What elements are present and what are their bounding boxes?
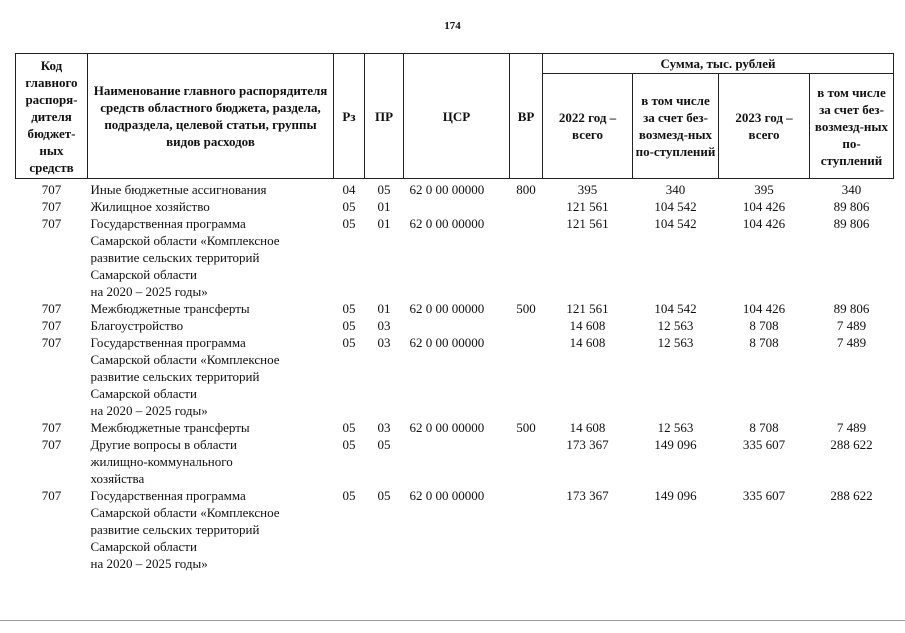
col-header-2022-total: 2022 год – всего [543,74,633,179]
cell-2023-total: 8 708 [749,420,779,435]
table-row [16,436,894,487]
cell-2023-gratuitous: 288 622 [830,488,873,503]
cell-code: 707 [41,420,62,435]
cell-code: 707 [41,182,62,197]
cell-2023-total: 335 607 [742,488,786,503]
col-header-pr: ПР [365,54,404,179]
cell-pr: 05 [377,437,391,452]
cell-vr [510,436,543,487]
table-row [16,198,894,215]
cell-2022-gratuitous: 12 563 [657,335,694,350]
cell-2022-gratuitous: 340 [665,182,686,197]
cell-2023-total: 104 426 [742,216,786,231]
cell-vr: 500 [516,301,536,316]
cell-csr [404,436,510,487]
col-header-csr: ЦСР [404,54,510,179]
cell-vr: 500 [516,420,536,435]
cell-2023-gratuitous: 89 806 [833,199,870,214]
cell-2022-total: 121 561 [566,199,609,214]
cell-2023-total: 8 708 [749,318,779,333]
cell-rz: 05 [342,488,356,503]
col-header-2023-total: 2023 год – всего [719,74,810,179]
cell-csr: 62 0 00 00000 [409,488,485,503]
page-bottom-rule [0,620,905,621]
cell-name: Благоустройство [90,318,184,333]
cell-2022-total: 121 561 [566,301,609,316]
cell-pr: 01 [377,199,391,214]
cell-name: Межбюджетные трансферты [90,420,250,435]
cell-2023-gratuitous: 340 [841,182,862,197]
cell-2022-gratuitous: 104 542 [654,216,697,231]
cell-rz: 05 [342,301,356,316]
cell-name: Другие вопросы в области жилищно-коммунального хозяйства [90,437,237,486]
table-row [16,179,894,199]
cell-code: 707 [41,335,62,350]
cell-code: 707 [41,301,62,316]
cell-2023-gratuitous: 89 806 [833,216,870,231]
col-header-vr: ВР [510,54,543,179]
cell-vr [510,317,543,334]
cell-pr: 03 [377,318,391,333]
cell-pr: 03 [377,335,391,350]
cell-csr [404,198,510,215]
col-header-code: Код главного распоря-дителя бюджет-ных средств [16,54,88,179]
cell-2022-gratuitous: 104 542 [654,301,697,316]
cell-code: 707 [41,216,62,231]
table-row [16,215,894,300]
cell-csr: 62 0 00 00000 [409,335,485,350]
col-header-2022-gratuitous: в том числе за счет без-возмезд-ных по-ступлений [633,74,719,179]
cell-vr: 800 [516,182,536,197]
cell-pr: 03 [377,420,391,435]
cell-vr [510,198,543,215]
cell-2023-gratuitous: 7 489 [836,318,867,333]
cell-csr: 62 0 00 00000 [409,216,485,231]
cell-csr: 62 0 00 00000 [409,182,485,197]
cell-2023-total: 104 426 [742,301,786,316]
page-number: 174 [444,20,461,32]
col-header-2023-gratuitous: в том числе за счет без-возмезд-ных по-ступлений [810,74,894,179]
table-row [16,334,894,419]
cell-2022-total: 14 608 [569,318,606,333]
cell-2022-total: 14 608 [569,335,606,350]
cell-code: 707 [41,437,62,452]
cell-csr: 62 0 00 00000 [409,301,485,316]
cell-2022-gratuitous: 104 542 [654,199,697,214]
table-row [16,300,894,317]
table-row [16,487,894,572]
cell-rz: 04 [342,182,356,197]
cell-name: Государственная программа Самарской области «Комплексное развитие сельских территорий Самарской области на 2020 – 2025 годы» [90,488,280,571]
cell-2022-total: 173 367 [566,437,609,452]
cell-name: Государственная программа Самарской области «Комплексное развитие сельских территорий Самарской области на 2020 – 2025 годы» [90,216,280,299]
cell-2023-total: 104 426 [742,199,786,214]
col-header-rz: Рз [334,54,365,179]
cell-name: Государственная программа Самарской области «Комплексное развитие сельских территорий Самарской области на 2020 – 2025 годы» [90,335,280,418]
cell-name: Жилищное хозяйство [90,199,210,214]
cell-2022-gratuitous: 149 096 [654,437,697,452]
cell-pr: 05 [377,488,391,503]
cell-2022-gratuitous: 12 563 [657,318,694,333]
col-header-sum: Сумма, тыс. рублей [543,54,894,74]
cell-2023-total: 395 [754,182,774,197]
cell-rz: 05 [342,335,356,350]
cell-vr [510,334,543,419]
cell-csr: 62 0 00 00000 [409,420,485,435]
cell-2023-gratuitous: 7 489 [836,420,867,435]
cell-rz: 05 [342,216,356,231]
table-row [16,419,894,436]
cell-pr: 01 [377,301,391,316]
cell-code: 707 [41,488,62,503]
cell-2022-gratuitous: 12 563 [657,420,694,435]
cell-rz: 05 [342,420,356,435]
cell-pr: 01 [377,216,391,231]
cell-2023-gratuitous: 288 622 [830,437,873,452]
cell-2023-total: 335 607 [742,437,786,452]
budget-table [15,53,894,572]
cell-2022-total: 121 561 [566,216,609,231]
cell-pr: 05 [377,182,391,197]
cell-vr [510,487,543,572]
cell-code: 707 [41,199,62,214]
table-row [16,317,894,334]
cell-rz: 05 [342,437,356,452]
cell-csr [404,317,510,334]
cell-2023-gratuitous: 89 806 [833,301,870,316]
cell-2023-total: 8 708 [749,335,779,350]
cell-name: Иные бюджетные ассигнования [90,182,267,197]
cell-code: 707 [41,318,62,333]
cell-name: Межбюджетные трансферты [90,301,250,316]
col-header-name: Наименование главного распорядителя средств областного бюджета, раздела, подраздела, целевой статьи, группы видов расходов [88,54,334,179]
cell-2022-gratuitous: 149 096 [654,488,697,503]
cell-2022-total: 395 [577,182,598,197]
cell-2023-gratuitous: 7 489 [836,335,867,350]
cell-rz: 05 [342,199,356,214]
cell-2022-total: 14 608 [569,420,606,435]
cell-vr [510,215,543,300]
cell-2022-total: 173 367 [566,488,609,503]
cell-rz: 05 [342,318,356,333]
